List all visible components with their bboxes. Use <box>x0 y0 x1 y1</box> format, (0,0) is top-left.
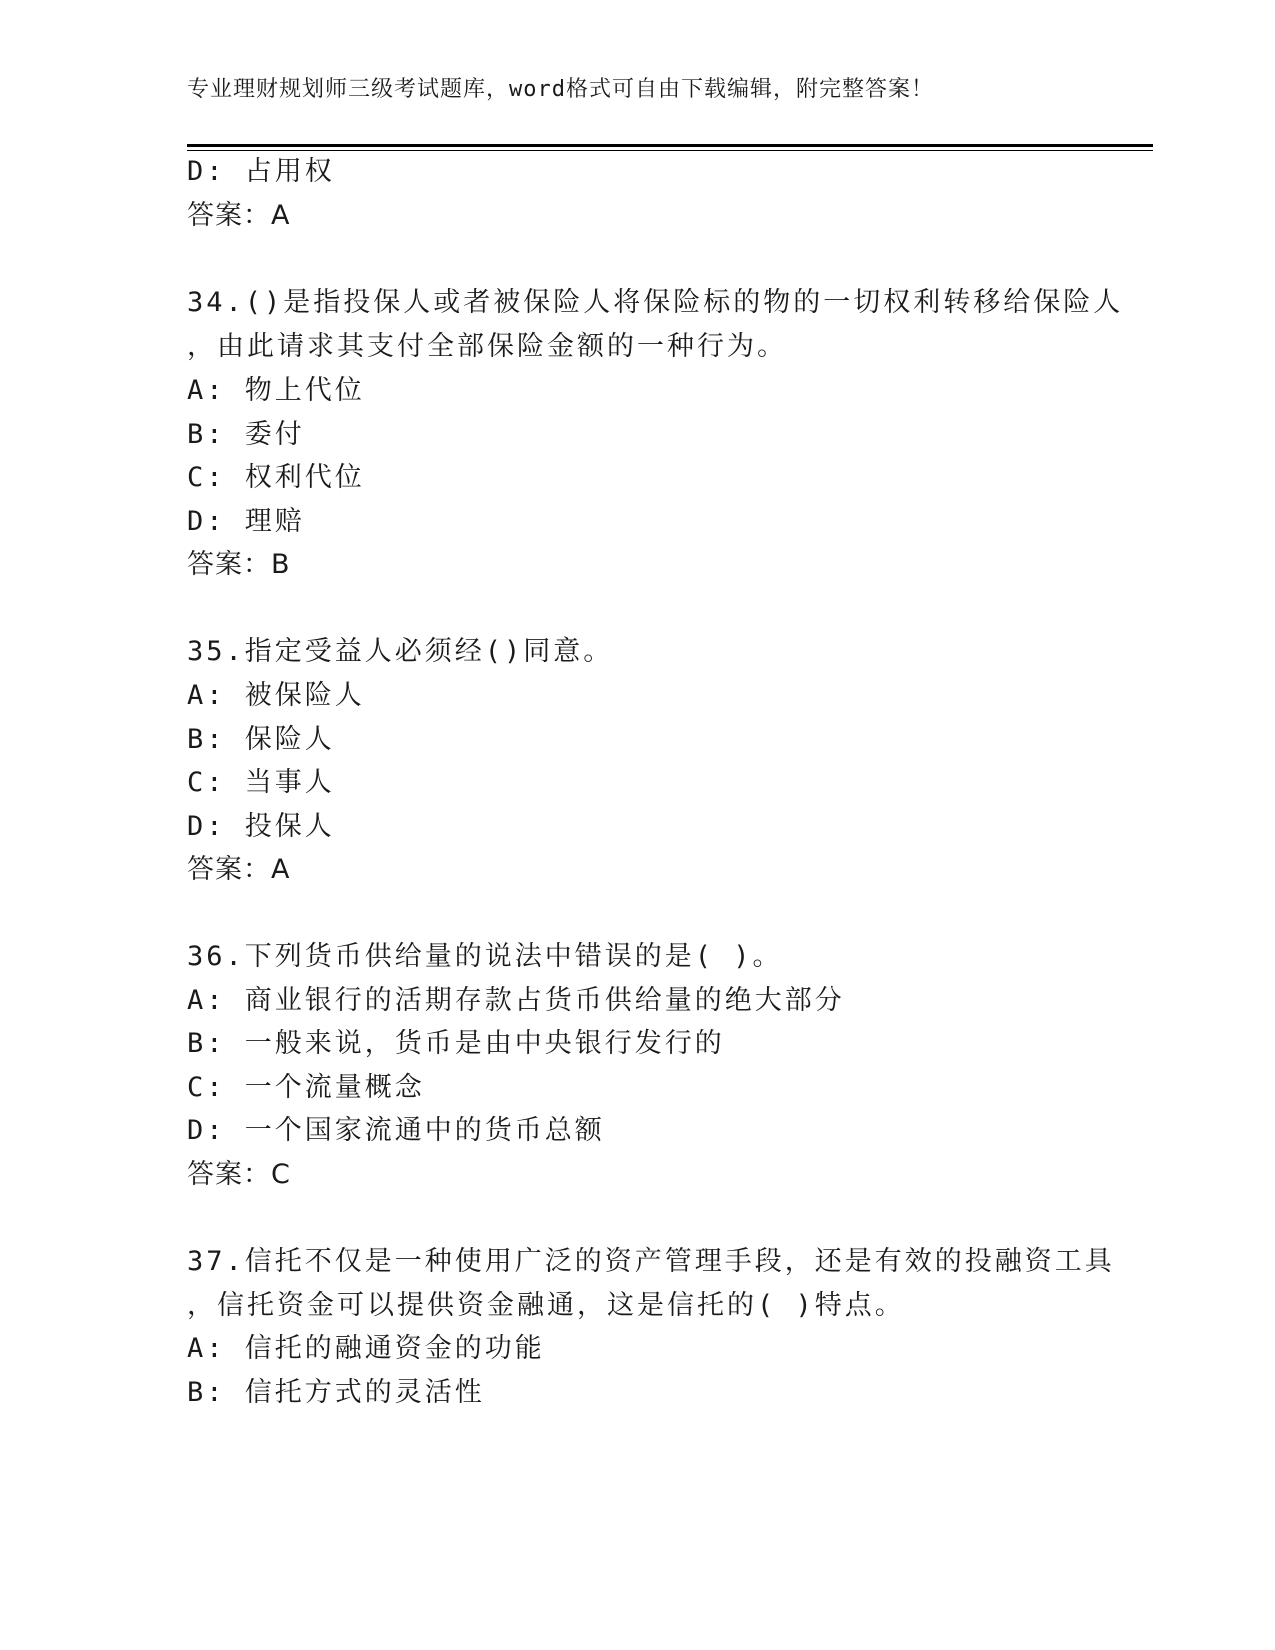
header-rule <box>187 144 1153 147</box>
q35-answer: 答案：A <box>187 854 291 885</box>
q34-answer: 答案：B <box>187 549 291 580</box>
q36-option-a: A: 商业银行的活期存款占货币供给量的绝大部分 <box>187 985 845 1016</box>
q35-option-b: B: 保险人 <box>187 724 335 755</box>
q37-stem-line2: ，信托资金可以提供资金融通，这是信托的( )特点。 <box>187 1290 905 1321</box>
q37-stem-line1: 37.信托不仅是一种使用广泛的资产管理手段，还是有效的投融资工具 <box>187 1246 1115 1277</box>
q34-stem-line2: ，由此请求其支付全部保险金额的一种行为。 <box>187 331 787 362</box>
q36-answer: 答案：C <box>187 1159 291 1190</box>
q37-option-b: B: 信托方式的灵活性 <box>187 1377 485 1408</box>
q36-option-b: B: 一般来说，货币是由中央银行发行的 <box>187 1028 725 1059</box>
q35-stem: 35.指定受益人必须经()同意。 <box>187 636 614 667</box>
q33-answer: 答案：A <box>187 200 291 231</box>
header-rule-thin <box>187 150 1153 151</box>
q36-option-c: C: 一个流量概念 <box>187 1072 425 1103</box>
q35-option-d: D: 投保人 <box>187 811 335 842</box>
q37-option-a: A: 信托的融通资金的功能 <box>187 1333 545 1364</box>
q35-option-c: C: 当事人 <box>187 767 335 798</box>
q36-option-d: D: 一个国家流通中的货币总额 <box>187 1115 605 1146</box>
q34-option-c: C: 权利代位 <box>187 462 365 493</box>
page-header: 专业理财规划师三级考试题库，word格式可自由下载编辑，附完整答案！ <box>187 77 934 102</box>
q34-option-a: A: 物上代位 <box>187 375 365 406</box>
q34-option-b: B: 委付 <box>187 419 305 450</box>
q33-option-d: D: 占用权 <box>187 156 335 187</box>
q36-stem: 36.下列货币供给量的说法中错误的是( )。 <box>187 941 783 972</box>
q34-stem-line1: 34.()是指投保人或者被保险人将保险标的物的一切权利转移给保险人 <box>187 287 1124 318</box>
q35-option-a: A: 被保险人 <box>187 680 365 711</box>
q34-option-d: D: 理赔 <box>187 506 305 537</box>
